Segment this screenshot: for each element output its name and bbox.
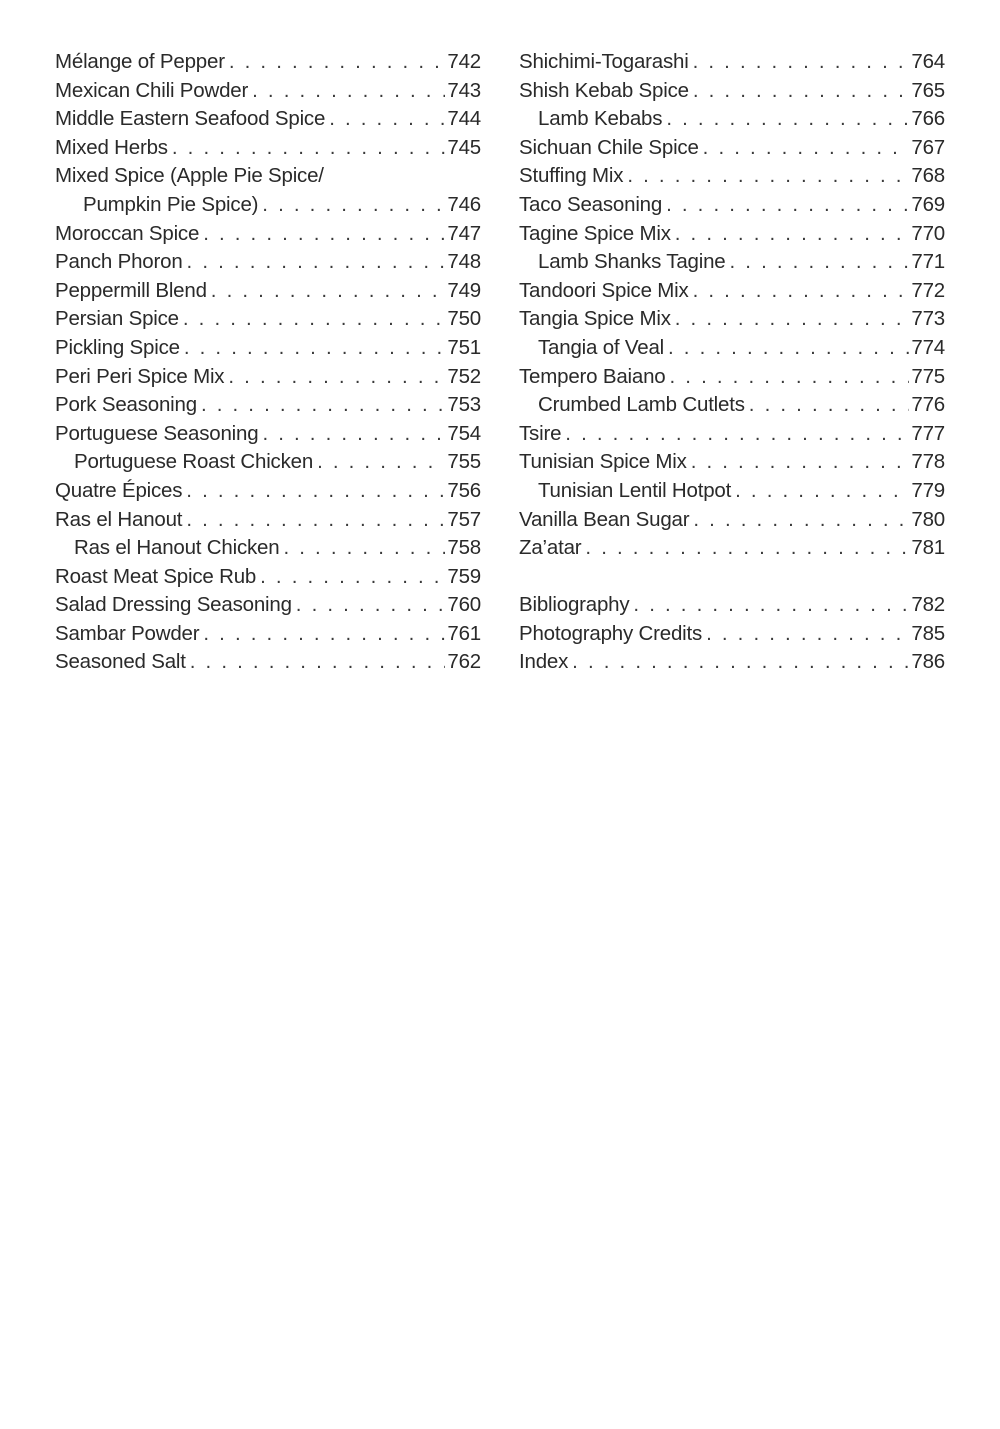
toc-entry[interactable] — [519, 307, 945, 336]
toc-entry-title: Shish Kebab Spice — [519, 78, 689, 102]
toc-entry-title: Vanilla Bean Sugar — [519, 507, 690, 531]
toc-entry-page: 745 — [447, 135, 481, 159]
toc-entry-title: Peri Peri Spice Mix — [55, 364, 225, 388]
toc-entry-title: Pumpkin Pie Spice) — [83, 192, 259, 216]
toc-entry-title: Persian Spice — [55, 307, 179, 331]
toc-subentry[interactable] — [55, 536, 481, 565]
toc-entry[interactable] — [519, 422, 945, 451]
toc-entry[interactable] — [55, 279, 481, 308]
toc-entry-title: Taco Seasoning — [519, 192, 663, 216]
toc-entry-title: Peppermill Blend — [55, 278, 207, 302]
toc-entry-page: 776 — [911, 393, 945, 417]
toc-entry[interactable] — [519, 193, 945, 222]
toc-entry-page: 749 — [447, 278, 481, 302]
table-of-contents — [55, 50, 945, 679]
toc-entry-page: 773 — [911, 307, 945, 331]
toc-entry-title: Tagine Spice Mix — [519, 221, 671, 245]
toc-entry[interactable] — [55, 422, 481, 451]
toc-entry[interactable] — [519, 508, 945, 537]
toc-entry-page: 777 — [911, 421, 945, 445]
toc-entry-page: 769 — [911, 192, 945, 216]
toc-entry-title: Crumbed Lamb Cutlets — [538, 393, 745, 417]
toc-entry[interactable] — [55, 136, 481, 165]
toc-entry-page: 781 — [911, 536, 945, 560]
toc-entry-page: 779 — [911, 478, 945, 502]
toc-entry-page: 760 — [447, 593, 481, 617]
toc-entry-title: Seasoned Salt — [55, 650, 186, 674]
toc-entry[interactable] — [55, 107, 481, 136]
toc-entry-page: 743 — [447, 78, 481, 102]
section-gap — [519, 565, 945, 594]
toc-entry[interactable] — [55, 222, 481, 251]
toc-entry-title: Tunisian Spice Mix — [519, 450, 687, 474]
toc-entry-title: Tangia Spice Mix — [519, 307, 671, 331]
toc-entry-page: 747 — [447, 221, 481, 245]
toc-entry-page: 753 — [447, 393, 481, 417]
toc-entry-title: Panch Phoron — [55, 250, 183, 274]
toc-subentry[interactable] — [55, 450, 481, 479]
toc-entry[interactable] — [519, 136, 945, 165]
toc-entry-page: 748 — [447, 250, 481, 274]
toc-entry[interactable] — [55, 593, 481, 622]
toc-subentry[interactable] — [519, 393, 945, 422]
toc-entry-title: Sambar Powder — [55, 621, 200, 645]
toc-entry-page: 752 — [447, 364, 481, 388]
toc-entry-title: Za’atar — [519, 536, 582, 560]
toc-entry-page: 759 — [447, 564, 481, 588]
toc-entry-title: Stuffing Mix — [519, 164, 624, 188]
toc-entry-title: Roast Meat Spice Rub — [55, 564, 257, 588]
toc-entry[interactable] — [55, 79, 481, 108]
toc-entry[interactable] — [519, 450, 945, 479]
toc-entry[interactable] — [519, 222, 945, 251]
toc-entry-title: Index — [519, 650, 569, 674]
toc-entry-page: 750 — [447, 307, 481, 331]
toc-entry-title: Tangia of Veal — [538, 335, 664, 359]
toc-entry-title: Tsire — [519, 421, 562, 445]
toc-entry[interactable] — [55, 250, 481, 279]
toc-entry[interactable] — [519, 536, 945, 565]
toc-entry-title: Bibliography — [519, 593, 630, 617]
toc-entry-title: Lamb Shanks Tagine — [538, 250, 726, 274]
toc-entry-title: Mélange of Pepper — [55, 50, 225, 73]
toc-entry-page: 774 — [911, 335, 945, 359]
toc-entry-page: 771 — [911, 250, 945, 274]
toc-entry[interactable] — [519, 164, 945, 193]
toc-entry-page: 780 — [911, 507, 945, 531]
toc-left-column — [55, 50, 481, 679]
toc-entry-page: 786 — [911, 650, 945, 674]
toc-entry-title: Salad Dressing Seasoning — [55, 593, 292, 617]
toc-entry-title: Tempero Baiano — [519, 364, 666, 388]
toc-entry[interactable] — [519, 79, 945, 108]
toc-entry-title: Tunisian Lentil Hotpot — [538, 478, 732, 502]
toc-entry-title: Lamb Kebabs — [538, 107, 663, 131]
toc-entry-page: 746 — [447, 192, 481, 216]
toc-entry-page: 775 — [911, 364, 945, 388]
toc-entry-back-matter[interactable] — [519, 593, 945, 622]
toc-entry-title: Ras el Hanout Chicken — [74, 536, 280, 560]
toc-entry-title: Mixed Spice (Apple Pie Spice/ — [55, 164, 324, 188]
toc-entry-page: 770 — [911, 221, 945, 245]
toc-entry[interactable] — [55, 365, 481, 394]
toc-entry-title: Portuguese Seasoning — [55, 421, 259, 445]
toc-entry-back-matter[interactable] — [519, 622, 945, 651]
toc-entry-page: 754 — [447, 421, 481, 445]
toc-subentry[interactable] — [519, 479, 945, 508]
toc-entry[interactable] — [55, 650, 481, 679]
toc-entry-title: Mexican Chili Powder — [55, 78, 249, 102]
toc-entry-title: Shichimi-Togarashi — [519, 50, 689, 73]
toc-entry-title: Middle Eastern Seafood Spice — [55, 107, 326, 131]
toc-entry-title: Pork Seasoning — [55, 393, 197, 417]
toc-entry[interactable] — [519, 50, 945, 79]
toc-entry-title: Photography Credits — [519, 621, 703, 645]
toc-entry[interactable] — [55, 508, 481, 537]
toc-entry-continuation[interactable] — [55, 193, 481, 222]
toc-entry[interactable] — [55, 50, 481, 79]
toc-entry-page: 758 — [447, 536, 481, 560]
toc-entry[interactable] — [519, 279, 945, 308]
toc-entry-title: Moroccan Spice — [55, 221, 200, 245]
toc-entry[interactable] — [55, 565, 481, 594]
toc-entry[interactable] — [55, 479, 481, 508]
toc-entry-page: 785 — [911, 621, 945, 645]
toc-entry-page: 764 — [911, 50, 945, 73]
toc-subentry[interactable] — [519, 107, 945, 136]
toc-entry-page: 778 — [911, 450, 945, 474]
toc-entry-page: 772 — [911, 278, 945, 302]
toc-entry-title: Ras el Hanout — [55, 507, 183, 531]
toc-entry-page: 756 — [447, 478, 481, 502]
toc-entry-title: Portuguese Roast Chicken — [74, 450, 314, 474]
toc-entry-title: Tandoori Spice Mix — [519, 278, 689, 302]
toc-entry-page: 761 — [447, 621, 481, 645]
toc-entry-wrapped-line[interactable] — [55, 164, 481, 193]
toc-entry-title: Mixed Herbs — [55, 135, 168, 159]
toc-entry-page: 768 — [911, 164, 945, 188]
toc-entry-page: 755 — [447, 450, 481, 474]
toc-entry[interactable] — [55, 622, 481, 651]
toc-right-column — [519, 50, 945, 679]
toc-entry-page: 742 — [447, 50, 481, 73]
toc-entry-page: 762 — [447, 650, 481, 674]
toc-entry-title: Pickling Spice — [55, 335, 180, 359]
toc-entry-page: 751 — [447, 335, 481, 359]
toc-entry-page: 767 — [911, 135, 945, 159]
toc-entry-title: Sichuan Chile Spice — [519, 135, 699, 159]
toc-entry-page: 765 — [911, 78, 945, 102]
toc-entry-page: 757 — [447, 507, 481, 531]
toc-entry-title: Quatre Épices — [55, 478, 183, 502]
toc-entry-back-matter[interactable] — [519, 650, 945, 679]
toc-entry-page: 744 — [447, 107, 481, 131]
toc-entry-page: 782 — [911, 593, 945, 617]
toc-entry[interactable] — [519, 365, 945, 394]
toc-subentry[interactable] — [519, 250, 945, 279]
toc-entry[interactable] — [55, 336, 481, 365]
toc-entry[interactable] — [55, 307, 481, 336]
toc-entry-page: 766 — [911, 107, 945, 131]
toc-entry[interactable] — [55, 393, 481, 422]
toc-subentry[interactable] — [519, 336, 945, 365]
